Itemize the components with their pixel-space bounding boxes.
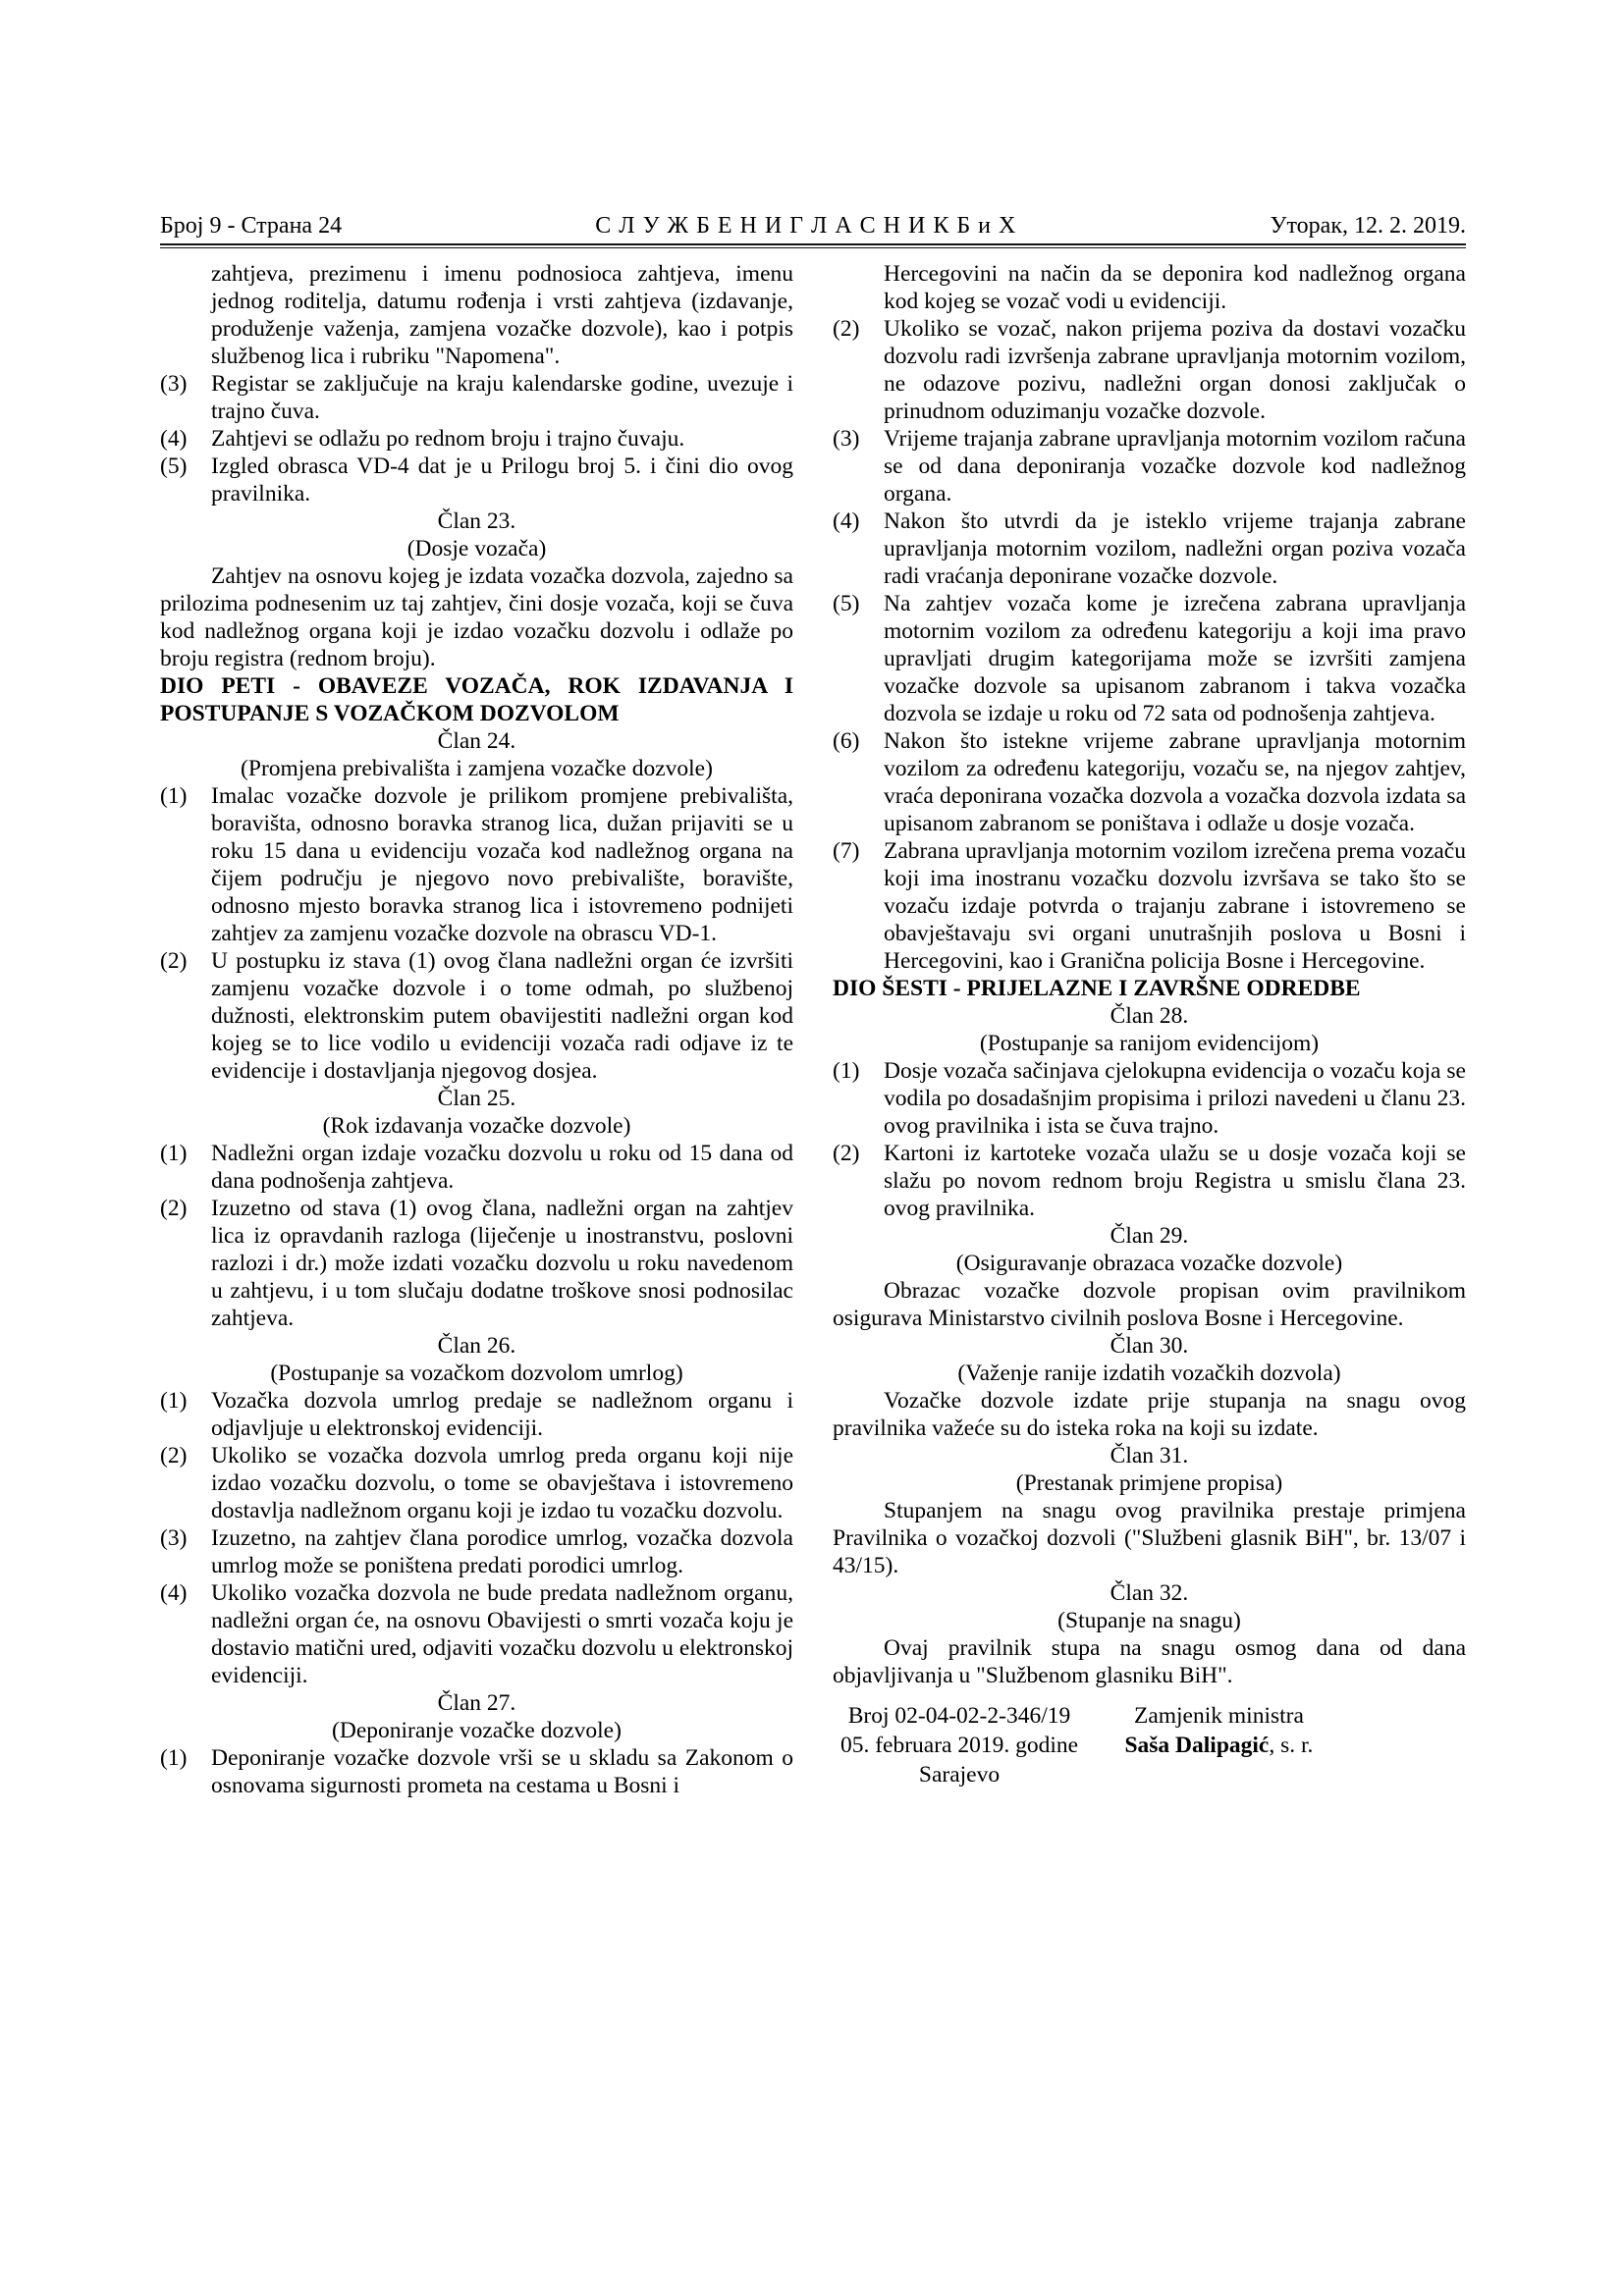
article-heading: Član 31. xyxy=(1110,1443,1189,1468)
item-text: Kartoni iz kartoteke vozača ulažu se u dosje vozača koji se slažu po novom rednom broju Registra u smislu člana 23. ovog pravilnika. xyxy=(884,1141,1466,1221)
item-number: (3) xyxy=(160,1525,188,1551)
numbered-item xyxy=(160,1442,793,1524)
numbered-item xyxy=(833,1140,1466,1222)
numbered-item xyxy=(160,1579,793,1689)
article-caption: (Prestanak primjene propisa) xyxy=(1015,1470,1283,1496)
signature-block xyxy=(833,1701,1466,1789)
item-number: (5) xyxy=(160,454,188,479)
article-caption: (Postupanje sa ranijom evidencijom) xyxy=(979,1031,1320,1056)
item-number: (6) xyxy=(833,728,860,754)
numbered-item xyxy=(160,1387,793,1442)
article-heading: Član 24. xyxy=(437,728,516,754)
header-title: С Л У Ж Б Е Н И Г Л А С Н И К Б и Х xyxy=(595,213,1017,239)
item-text: Ukoliko vozačka dozvola ne bude predata nadležnom organu, nadležni organ će, na osnovu Obavijesti o smrti vozača koju je dostavio matični ured, odjaviti vozačku dozvolu u elektronskoj evidenciji. xyxy=(211,1580,793,1688)
numbered-item xyxy=(833,727,1466,837)
left-column-blocks xyxy=(160,260,793,1799)
item-text: Nadležni organ izdaje vozačku dozvolu u roku od 15 dana od dana podnošenja zahtjeva. xyxy=(211,1141,793,1194)
item-number: (2) xyxy=(160,948,188,974)
document-number: Broj 02-04-02-2-346/19 xyxy=(847,1703,1071,1729)
numbered-item xyxy=(160,453,793,507)
article-heading: Član 27. xyxy=(437,1690,516,1716)
item-text: Ukoliko se vozač, nakon prijema poziva da dostavi vozačku dozvolu radi izvršenja zabrane upravljanja motornim vozilom, ne odazove pozivu, nadležni organ donosi zaključak o prinudnom oduzimanju vozačke dozvole. xyxy=(884,316,1466,424)
item-text: Izuzetno od stava (1) ovog člana, nadležni organ na zahtjev lica iz opravdanih razloga (liječenje u inostranstvu, poslovni razlozi i dr.) može izdati vozačku dozvolu u roku navedenom u zahtjevu, i u tom slučaju dodatne troškove snosi podnosilac zahtjeva. xyxy=(211,1196,793,1331)
item-number: (1) xyxy=(160,1388,188,1414)
signatory-suffix: , s. r. xyxy=(1269,1733,1314,1758)
item-number: (2) xyxy=(160,1443,188,1468)
numbered-item xyxy=(160,782,793,947)
left-column xyxy=(160,260,793,1799)
numbered-item xyxy=(833,507,1466,590)
article-caption: (Stupanje na snagu) xyxy=(1057,1608,1241,1633)
paragraph: Vozačke dozvole izdate prije stupanja na snagu ovog pravilnika važeće su do isteka roka na koji su izdate. xyxy=(833,1388,1466,1441)
item-number: (2) xyxy=(833,1141,860,1166)
article-caption: (Postupanje sa vozačkom dozvolom umrlog) xyxy=(270,1361,683,1386)
item-number: (7) xyxy=(833,838,860,864)
numbered-item xyxy=(160,370,793,425)
signatory-name-line xyxy=(1086,1731,1352,1760)
signatory xyxy=(1086,1701,1352,1789)
article-caption: (Važenje ranije izdatih vozačkih dozvola) xyxy=(957,1361,1341,1386)
numbered-item xyxy=(160,1744,793,1799)
item-number: (1) xyxy=(160,1745,188,1771)
item-text: Nakon što utvrdi da je isteklo vrijeme trajanja zabrane upravljanja motornim vozilom, nadležni organ poziva vozača radi vraćanja deponirane vozačke dozvole. xyxy=(884,508,1466,589)
item-text: Registar se zaključuje na kraju kalendarske godine, uvezuje i trajno čuva. xyxy=(211,371,793,424)
paragraph: Stupanjem na snagu ovog pravilnika prestaje primjena Pravilnika o vozačkoj dozvoli ("Službeni glasnik BiH", br. 13/07 i 43/15). xyxy=(833,1498,1466,1578)
item-text: Deponiranje vozačke dozvole vrši se u skladu sa Zakonom o osnovama sigurnosti prometa na cestama u Bosni i xyxy=(211,1745,793,1798)
article-heading: Član 23. xyxy=(437,508,516,534)
numbered-item xyxy=(833,1057,1466,1140)
right-column xyxy=(833,260,1466,1799)
signature-meta xyxy=(833,1701,1086,1789)
article-heading: Član 28. xyxy=(1110,1003,1189,1029)
article-heading: Član 25. xyxy=(437,1086,516,1111)
article-heading: Član 29. xyxy=(1110,1223,1189,1249)
continuation-paragraph: zahtjeva, prezimenu i imenu podnosioca zahtjeva, imenu jednog roditelja, datumu rođenja i vrsti zahtjeva (izdavanje, produženje važenja, zamjena vozačke dozvole), kao i potpis službenog lica i rubriku "Napomena". xyxy=(211,261,793,369)
item-text: Vrijeme trajanja zabrane upravljanja motornim vozilom računa se od dana deponiranja vozačke dozvole kod nadležnog organa. xyxy=(884,426,1466,507)
article-caption: (Dosje vozača) xyxy=(406,536,547,561)
continuation-paragraph: Hercegovini na način da se deponira kod nadležnog organa kod kojeg se vozač vodi u evidenciji. xyxy=(884,261,1466,314)
article-heading: Član 26. xyxy=(437,1333,516,1359)
item-text: Ukoliko se vozačka dozvola umrlog preda organu koji nije izdao vozačku dozvolu, o tome se obavještava i istovremeno dostavlja nadležnom organu koji je izdao tu vozačku dozvolu. xyxy=(211,1443,793,1523)
document-city: Sarajevo xyxy=(918,1762,1001,1788)
item-number: (3) xyxy=(160,371,188,397)
item-text: Vozačka dozvola umrlog predaje se nadležnom organu i odjavljuje u elektronskoj evidenciji. xyxy=(211,1388,793,1441)
item-number: (5) xyxy=(833,591,860,616)
page-header xyxy=(160,210,1466,241)
right-column-blocks xyxy=(833,260,1466,1689)
article-caption: (Promjena prebivališta i zamjena vozačke dozvole) xyxy=(241,756,713,781)
item-text: Izuzetno, na zahtjev člana porodice umrlog, vozačka dozvola umrlog može se poništena predati porodici umrlog. xyxy=(211,1525,793,1578)
header-date: Уторак, 12. 2. 2019. xyxy=(1270,213,1466,239)
item-text: Zabrana upravljanja motornim vozilom izrečena prema vozaču koji ima inostranu vozačku dozvolu izvršava se tako što se vozaču izdaje potvrda o trajanju zabrane i istovremeno se obavještavaju svi organi unutrašnjih poslova u Bosni i Hercegovini, kao i Granična policija Bosne i Hercegovine. xyxy=(884,838,1466,974)
document-date: 05. februara 2019. godine xyxy=(839,1733,1079,1758)
item-text: Dosje vozača sačinjava cjelokupna evidencija o vozaču koja se vodila po dosadašnjim propisima i prilozi navedeni u članu 23. ovog pravilnika i ista se čuva trajno. xyxy=(884,1058,1466,1139)
part-heading: DIO PETI - OBAVEZE VOZAČA, ROK IZDAVANJA I POSTUPANJE S VOZAČKOM DOZVOLOM xyxy=(160,673,793,726)
item-number: (3) xyxy=(833,426,860,452)
item-number: (1) xyxy=(160,1141,188,1166)
paragraph: Zahtjev na osnovu kojeg je izdata vozačka dozvola, zajedno sa prilozima podnesenim uz taj zahtjev, čini dosje vozača, koji se čuva kod nadležnog organa koji je izdao vozačku dozvolu i odlaže po broju registra (rednom broju). xyxy=(160,563,793,671)
item-text: Izgled obrasca VD-4 dat je u Prilogu broj 5. i čini dio ovog pravilnika. xyxy=(211,454,793,507)
numbered-item xyxy=(160,947,793,1085)
signatory-title: Zamjenik ministra xyxy=(1133,1703,1304,1729)
signatory-name: Saša Dalipagić xyxy=(1124,1733,1270,1758)
article-caption: (Osiguravanje obrazaca vozačke dozvole) xyxy=(955,1251,1343,1276)
numbered-item xyxy=(160,1524,793,1579)
gazette-page xyxy=(160,210,1466,1799)
item-number: (2) xyxy=(833,316,860,342)
item-number: (4) xyxy=(160,426,188,452)
item-number: (4) xyxy=(160,1580,188,1606)
item-number: (1) xyxy=(833,1058,860,1084)
item-number: (4) xyxy=(833,508,860,534)
item-text: U postupku iz stava (1) ovog člana nadležni organ će izvršiti zamjenu vozačke dozvole i o tome odmah, po službenoj dužnosti, elektronskim putem obavijestiti nadležni organ kod kojeg se to lice vodilo u evidenciji vozača radi odjave iz te evidencije i dostavljanja njegovog dosjea. xyxy=(211,948,793,1084)
header-divider-rule xyxy=(160,243,1466,248)
item-text: Zahtjevi se odlažu po rednom broju i trajno čuvaju. xyxy=(211,426,685,452)
item-text: Na zahtjev vozača kome je izrečena zabrana upravljanja motornim vozilom za određenu kategoriju a koji ima pravo upravljati drugim kategorijama može se izvršiti zamjena vozačke dozvole sa upisanom zabranom i takva vozačka dozvola se izdaje u roku od 72 sata od podnošenja zahtjeva. xyxy=(884,591,1466,726)
part-heading: DIO ŠESTI - PRIJELAZNE I ZAVRŠNE ODREDBE xyxy=(833,976,1361,1001)
numbered-item xyxy=(833,315,1466,425)
article-heading: Član 30. xyxy=(1110,1333,1189,1359)
paragraph: Ovaj pravilnik stupa na snagu osmog dana od dana objavljivanja u "Službenom glasniku BiH". xyxy=(833,1635,1466,1688)
numbered-item xyxy=(160,1140,793,1195)
numbered-item xyxy=(833,837,1466,975)
item-text: Nakon što istekne vrijeme zabrane upravljanja motornim vozilom za određenu kategoriju, vozaču se, na njegov zahtjev, vraća deponirana vozačka dozvola a vozačka dozvola izdata sa upisanom zabranom se poništava i odlaže u dosje vozača. xyxy=(884,728,1466,836)
paragraph: Obrazac vozačke dozvole propisan ovim pravilnikom osigurava Ministarstvo civilnih poslova Bosne i Hercegovine. xyxy=(833,1278,1466,1331)
item-number: (1) xyxy=(160,783,188,809)
two-column-body xyxy=(160,260,1466,1799)
article-caption: (Rok izdavanja vozačke dozvole) xyxy=(322,1113,631,1139)
article-heading: Član 32. xyxy=(1110,1580,1189,1606)
article-caption: (Deponiranje vozačke dozvole) xyxy=(332,1718,622,1743)
numbered-item xyxy=(160,1195,793,1332)
numbered-item xyxy=(160,425,793,453)
item-text: Imalac vozačke dozvole je prilikom promjene prebivališta, boravišta, odnosno boravka stranog lica, dužan prijaviti se u roku 15 dana u evidenciju vozača kod nadležnog organa na čijem području je njegovo novo prebivalište, boravište, odnosno mjesto boravka stranog lica i istovremeno podnijeti zahtjev za zamjenu vozačke dozvole na obrascu VD-1. xyxy=(211,783,793,946)
header-issue-page: Број 9 - Страна 24 xyxy=(160,213,343,239)
numbered-item xyxy=(833,425,1466,507)
item-number: (2) xyxy=(160,1196,188,1221)
numbered-item xyxy=(833,590,1466,727)
